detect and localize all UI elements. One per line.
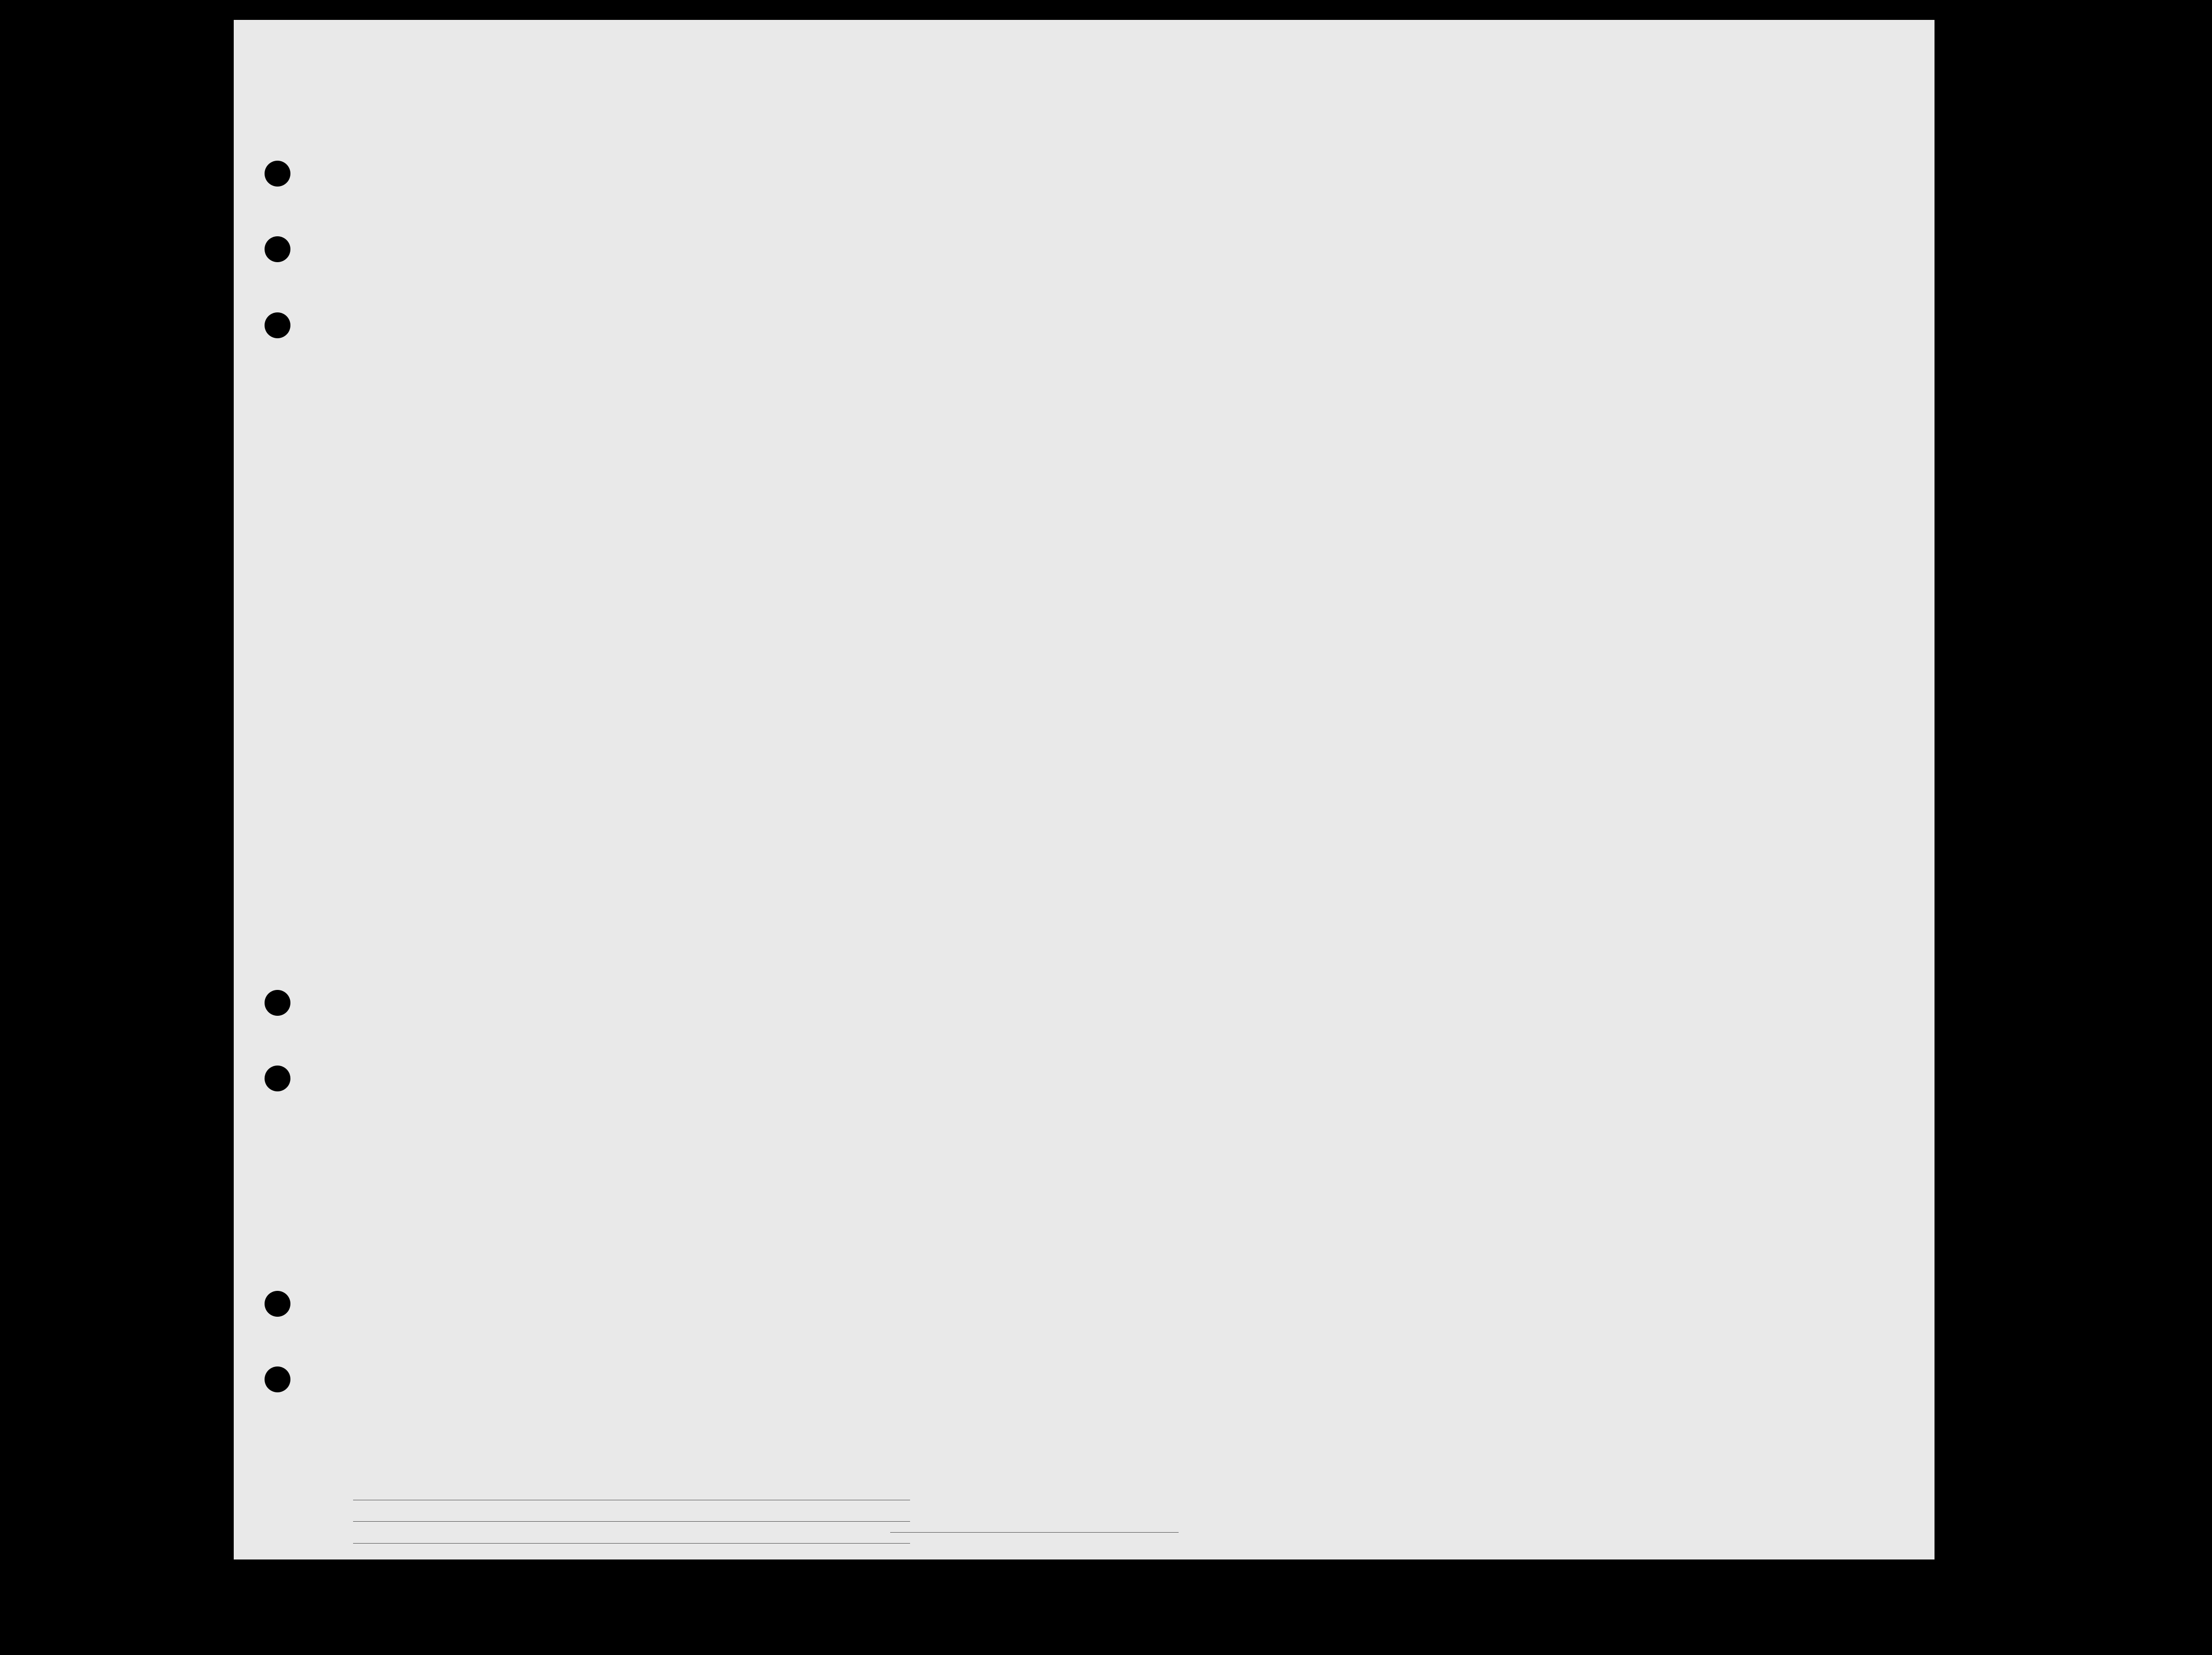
line-rule: [353, 1543, 910, 1544]
manifest-table: [234, 20, 1935, 1559]
agents-rule: [353, 1521, 910, 1522]
inspector-rule: [890, 1532, 1179, 1533]
manifest-sheet: [234, 20, 1935, 1559]
